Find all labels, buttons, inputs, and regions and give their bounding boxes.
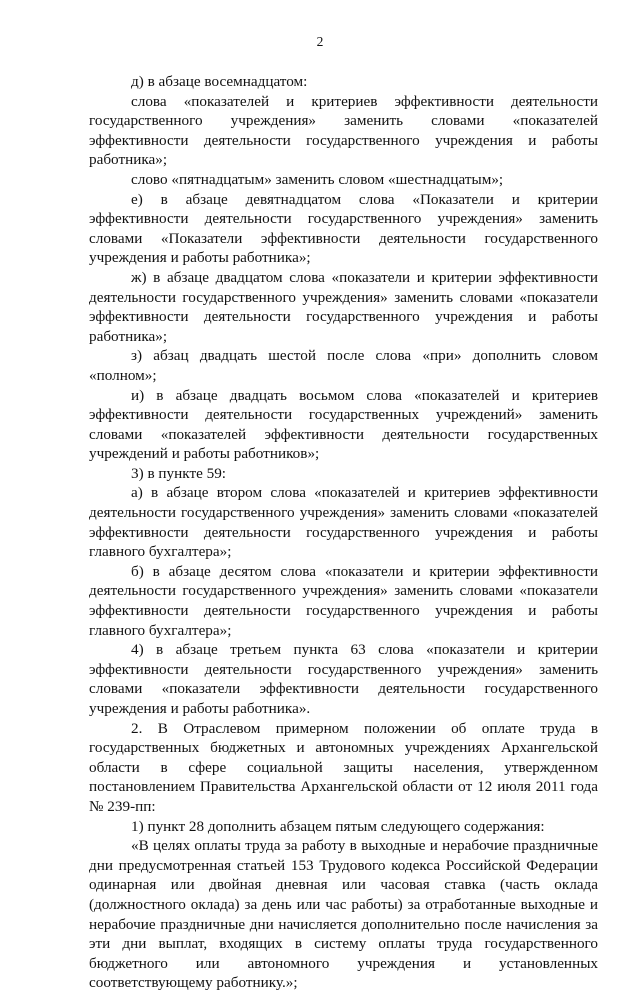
paragraph-item-zh: ж) в абзаце двадцатом слова «показатели и критерии эффективности деятельности государственного учреждения» заменить словами «показатели эффективности деятельности государственного учреждения и работы работника»; — [89, 268, 598, 345]
paragraph-item-3: 3) в пункте 59: — [131, 464, 227, 482]
paragraph-replace-fifteenth: слово «пятнадцатым» заменить словом «шестнадцатым»; — [131, 170, 504, 188]
paragraph-replace-criteria: слова «показателей и критериев эффективности деятельности государственного учреждения» заменить словами «показателей эффективности деятельности государственного учреждения и работы работника»; — [89, 92, 598, 169]
paragraph-item-a: а) в абзаце втором слова «показателей и критериев эффективности деятельности государственного учреждения» заменить словами «показателей эффективности деятельности государственного учреждения и работы главного бухгалтера»; — [89, 484, 598, 561]
page-number: 2 — [316, 34, 324, 49]
paragraph-item-z: з) абзац двадцать шестой после слова «при» дополнить словом «полном»; — [89, 347, 598, 384]
paragraph-quote: «В целях оплаты труда за работу в выходные и нерабочие праздничные дни предусмотренная статьей 153 Трудового кодекса Российской Федерации одинарная или двойная дневная или часовая ставка (часть оклада (должностного оклада) за день или час работы) за отработанные выходные и нерабочие праздничные дни начисляется дополнительно после начисления за эти дни выплат, входящих в систему оплаты труда государственного бюджетного или автономного учреждения и установленных соответствующему работнику.»; — [89, 837, 598, 992]
paragraph-item-e: е) в абзаце девятнадцатом слова «Показатели и критерии эффективности деятельности государственного учреждения» заменить словами «Показатели эффективности деятельности государственного учреждения и работы работника»; — [89, 190, 598, 267]
paragraph-item-i: и) в абзаце двадцать восьмом слова «показателей и критериев эффективности деятельности государственных учреждений» заменить словами «показателей эффективности деятельности государственных учреждений и работы работников»; — [89, 386, 598, 463]
paragraph-item-1: 1) пункт 28 дополнить абзацем пятым следующего содержания: — [131, 817, 545, 835]
paragraph-item-d: д) в абзаце восемнадцатом: — [131, 73, 308, 90]
paragraph-section-2: 2. В Отраслевом примерном положении об оплате труда в государственных бюджетных и автономных учреждениях Архангельской области в сфере социальной защиты населения, утвержденном постановлением Правительства Архангельской области от 12 июля 2011 года № 239-пп: — [89, 719, 598, 815]
document-body — [89, 72, 598, 993]
paragraph-item-4: 4) в абзаце третьем пункта 63 слова «показатели и критерии эффективности деятельности государственного учреждения» заменить словами «показатели эффективности деятельности государственного учреждения и работы работника». — [89, 641, 598, 717]
paragraph-item-b: б) в абзаце десятом слова «показатели и критерии эффективности деятельности государственного учреждения» заменить словами «показатели эффективности деятельности государственного учреждения и работы главного бухгалтера»; — [89, 562, 598, 639]
